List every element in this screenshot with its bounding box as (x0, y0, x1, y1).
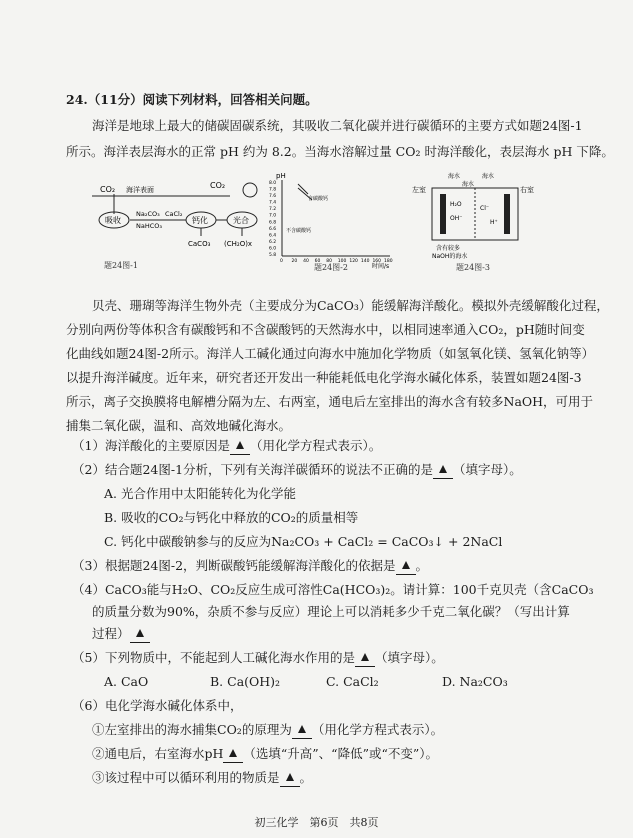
fig2-xlabel: 时间/s (372, 263, 390, 270)
q2-option-a: A. 光合作用中太阳能转化为化学能 (104, 486, 296, 501)
para2-line5: 所示，离子交换膜将电解槽分隔为左、右两室，通电后左室排出的海水含有较多NaOH，可用于 (66, 394, 594, 409)
fig2-ytick: 7.6 (269, 194, 277, 200)
fig2-xtick: 160 (372, 259, 382, 264)
fig1-photo-label: 光合 (233, 216, 249, 225)
fig2-xtick: 180 (384, 259, 393, 264)
q5 (72, 650, 444, 667)
page-footer: 初三化学 第6页 共8页 (254, 816, 379, 829)
fig2-ytick: 6.0 (269, 246, 277, 252)
q3-tail: 。 (415, 558, 429, 573)
figure-electrolysis-cell (410, 170, 540, 266)
fig3-cl: Cl⁻ (480, 205, 490, 212)
q6-1-answer-blank[interactable] (292, 722, 312, 739)
fig1-absorb-label: 吸收 (105, 216, 121, 225)
fig3-electrode-left (440, 194, 446, 234)
fig2-label-without: 不含碳酸钙 (286, 228, 312, 234)
q2-text: （2）结合题24图-1分析，下列有关海洋碳循环的说法不正确的是 (72, 462, 434, 477)
triangle-icon (439, 465, 447, 473)
fig2-label-with: 含碳酸钙 (308, 196, 329, 202)
q6-3-text: ③该过程中可以循环利用的物质是 (92, 770, 280, 785)
fig3-naoh-1: 含有较多 (436, 245, 461, 252)
para1-line1: 海洋是地球上最大的储碳固碳系统，其吸收二氧化碳并进行碳循环的主要方式如题24图-1 (92, 118, 583, 133)
fig3-left-room: 左室 (412, 186, 426, 194)
triangle-icon (402, 561, 410, 569)
fig1-ch2o: (CH₂O)x (224, 240, 253, 248)
fig1-cacl2: CaCl₂ (165, 210, 183, 218)
sun-icon (243, 183, 257, 197)
q5-option-c: C. CaCl₂ (326, 674, 379, 689)
fig3-seawater1: 海水 (448, 173, 461, 180)
fig2-ytick: 6.2 (269, 239, 277, 245)
q6-1 (92, 722, 443, 739)
q5-option-a: A. CaO (104, 674, 149, 689)
fig2-xtick: 0 (280, 259, 283, 264)
fig2-ytick: 6.6 (269, 226, 277, 232)
q5-option-b: B. Ca(OH)₂ (210, 674, 281, 689)
q4-line2: 的质量分数为90%，杂质不参与反应）理论上可以消耗多少千克二氧化碳？（写出计算 (92, 604, 570, 619)
q1 (72, 438, 381, 455)
fig1-caco3: CaCO₃ (188, 240, 211, 248)
fig2-xtick: 60 (314, 259, 321, 264)
figure-ph-chart (268, 170, 398, 270)
fig1-caption: 题24图-1 (104, 261, 138, 270)
q6-3 (92, 770, 312, 787)
fig2-xtick: 40 (303, 259, 309, 264)
fig3-caption: 题24图-3 (456, 263, 490, 272)
q6-2-answer-blank[interactable] (223, 746, 243, 763)
figure-carbon-cycle (92, 180, 272, 260)
fig1-surface: 海洋表面 (126, 186, 154, 194)
q6-2-tail: （选填“升高”、“降低”或“不变”）。 (243, 746, 438, 761)
q6-2-text: ②通电后，右室海水pH (92, 746, 224, 761)
q4-line1: （4）CaCO₃能与H₂O、CO₂反应生成可溶性Ca(HCO₃)₂。请计算：100千克贝壳（含CaCO₃ (72, 582, 594, 597)
q4-answer-blank[interactable] (130, 626, 150, 643)
q5-tail: （填字母）。 (374, 650, 444, 665)
fig2-ytick: 7.8 (269, 187, 277, 193)
q6-1-text: ①左室排出的海水捕集CO₂的原理为 (92, 722, 292, 737)
fig1-species1: Na₂CO₃ (136, 210, 160, 218)
fig3-seawater3: 海水 (462, 181, 475, 188)
fig2-xtick: 140 (360, 259, 370, 264)
q2-answer-blank[interactable] (433, 462, 453, 479)
q5-text: （5）下列物质中，不能起到人工碱化海水作用的是 (72, 650, 355, 665)
para2-line6: 捕集二氧化碳，温和、高效地碱化海水。 (66, 418, 292, 433)
triangle-icon (136, 629, 144, 637)
q4-line3 (92, 626, 150, 643)
q3 (72, 558, 428, 575)
fig2-ytick: 5.8 (269, 253, 277, 258)
q4-tail-text: 过程） (92, 626, 130, 641)
q3-text: （3）根据题24图-2，判断碳酸钙能缓解海洋酸化的依据是 (72, 558, 396, 573)
fig2-ylabel: pH (276, 172, 286, 180)
q3-answer-blank[interactable] (396, 558, 416, 575)
q6-1-tail: （用化学方程式表示）。 (311, 722, 444, 737)
fig1-co2-top: CO₂ (100, 185, 116, 194)
q5-option-d: D. Na₂CO₃ (442, 674, 508, 689)
fig2-ytick: 7.0 (269, 213, 277, 219)
q1-text: （1）海洋酸化的主要原因是 (72, 438, 230, 453)
q6: （6）电化学海水碱化体系中， (72, 698, 243, 713)
fig2-xtick: 80 (326, 259, 332, 264)
q1-tail: （用化学方程式表示）。 (249, 438, 382, 453)
q6-3-tail: 。 (299, 770, 313, 785)
triangle-icon (361, 653, 369, 661)
q2-option-b: B. 吸收的CO₂与钙化中释放的CO₂的质量相等 (104, 510, 359, 525)
fig3-electrode-right (504, 194, 510, 234)
q6-3-answer-blank[interactable] (280, 770, 300, 787)
fig2-ytick: 7.4 (269, 200, 277, 206)
para1-line2: 所示。海洋表层海水的正常 pH 约为 8.2。当海水溶解过量 CO₂ 时海洋酸化，表层海水 pH 下降。 (66, 144, 614, 159)
fig2-ytick: 6.8 (269, 220, 277, 226)
fig3-naoh-2: NaOH的海水 (432, 253, 468, 260)
q6-2 (92, 746, 438, 763)
fig2-xtick: 100 (337, 259, 347, 264)
fig3-right-room: 右室 (520, 186, 534, 194)
fig2-ytick: 6.4 (269, 233, 277, 239)
triangle-icon (236, 441, 244, 449)
fig1-calcify-label: 钙化 (192, 216, 208, 225)
q5-answer-blank[interactable] (355, 650, 375, 667)
fig3-h-ion: H⁺ (490, 219, 498, 226)
triangle-icon (229, 749, 237, 757)
fig1-species2: NaHCO₃ (136, 222, 162, 230)
fig2-caption: 题24图-2 (314, 263, 348, 272)
fig2-xtick: 20 (291, 259, 298, 264)
question-header: 24.（11分）阅读下列材料，回答相关问题。 (66, 92, 318, 107)
para2-line1: 贝壳、珊瑚等海洋生物外壳（主要成分为CaCO₃）能缓解海洋酸化。模拟外壳缓解酸化过程， (92, 298, 609, 313)
fig2-ytick: 7.2 (269, 207, 277, 213)
q2-tail: （填字母）。 (453, 462, 522, 477)
triangle-icon (298, 725, 306, 733)
q2 (72, 462, 522, 479)
fig3-h2o: H₂O (450, 201, 462, 208)
para2-line2: 分别向两份等体积含有碳酸钙和不含碳酸钙的天然海水中，以相同速率通入CO₂，pH随时间变 (66, 322, 585, 337)
triangle-icon (286, 773, 294, 781)
fig2-xtick: 120 (349, 259, 358, 264)
fig2-ytick: 8.0 (269, 181, 277, 186)
q2-option-c: C. 钙化中碳酸钠参与的反应为Na₂CO₃ + CaCl₂ = CaCO₃↓ + 2NaCl (104, 534, 503, 549)
para2-line4: 以提升海洋碱度。近年来，研究者还开发出一种能耗低电化学海水碱化体系，装置如题24图-3 (66, 370, 582, 385)
fig3-oh: OH⁻ (450, 215, 463, 222)
fig3-seawater2: 海水 (482, 173, 495, 180)
para2-line3: 化曲线如题24图-2所示。海洋人工碱化通过向海水中施加化学物质（如氢氧化镁、氢氧化钠等） (66, 346, 595, 361)
q1-answer-blank[interactable] (230, 438, 250, 455)
fig1-co2-right: CO₂ (210, 181, 226, 190)
